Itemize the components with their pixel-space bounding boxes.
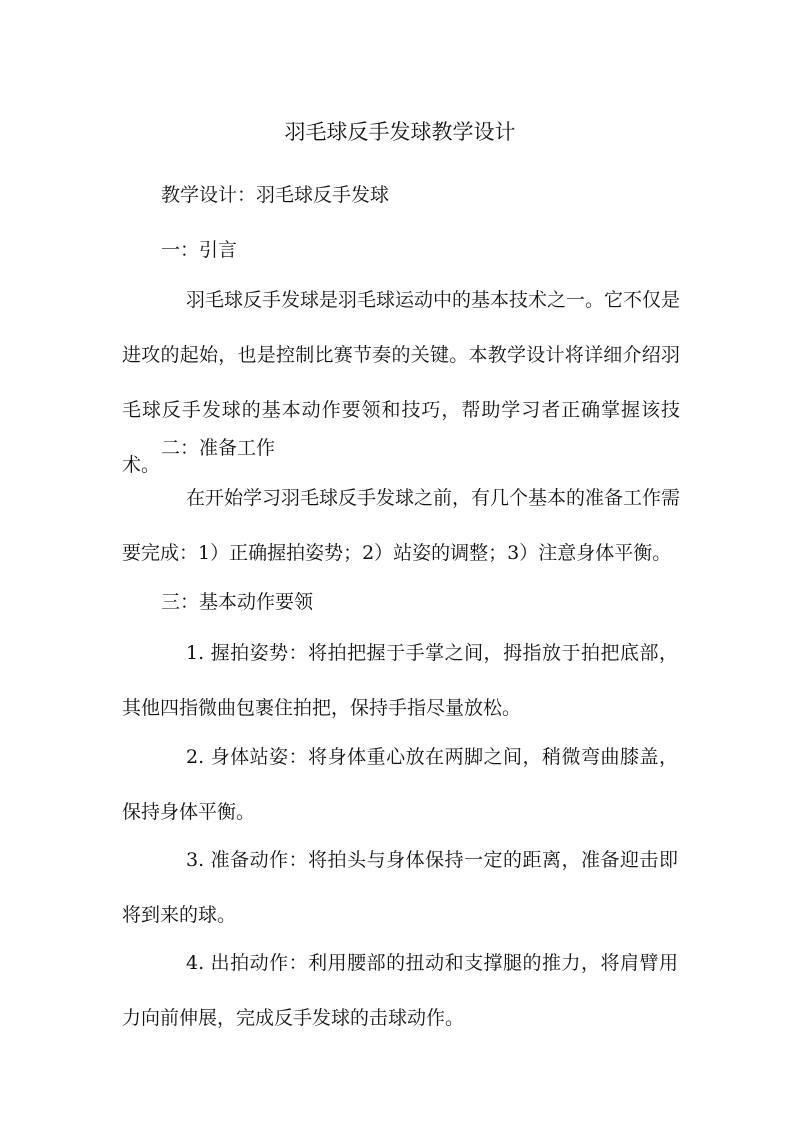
document-title: 羽毛球反手发球教学设计	[284, 120, 516, 144]
section-heading-preparation: 二：准备工作	[161, 437, 276, 459]
list-item: 3. 准备动作：将拍头与身体保持一定的距离，准备迎击即将到来的球。	[122, 849, 678, 926]
document-subtitle: 教学设计：羽毛球反手发球	[161, 184, 390, 206]
list-item: 1. 握拍姿势：将拍把握于手掌之间，拇指放于拍把底部，其他四指微曲包裹住拍把，保持手指尽量放松。	[122, 642, 678, 719]
list-item: 2. 身体站姿：将身体重心放在两脚之间，稍微弯曲膝盖，保持身体平衡。	[122, 746, 678, 823]
section-heading-basic-moves: 三：基本动作要领	[161, 591, 314, 613]
section-paragraph-intro: 羽毛球反手发球是羽毛球运动中的基本技术之一。它不仅是进攻的起始，也是控制比赛节奏的关键。本教学设计将详细介绍羽毛球反手发球的基本动作要领和技巧，帮助学习者正确掌握该技术。	[122, 289, 681, 476]
section-paragraph-preparation: 在开始学习羽毛球反手发球之前，有几个基本的准备工作需要完成：1）正确握拍姿势；2）站姿的调整；3）注意身体平衡。	[122, 487, 681, 564]
section-heading-intro: 一：引言	[161, 239, 238, 261]
list-item: 4. 出拍动作：利用腰部的扭动和支撑腿的推力，将肩臂用力向前伸展，完成反手发球的击球动作。	[122, 952, 678, 1029]
